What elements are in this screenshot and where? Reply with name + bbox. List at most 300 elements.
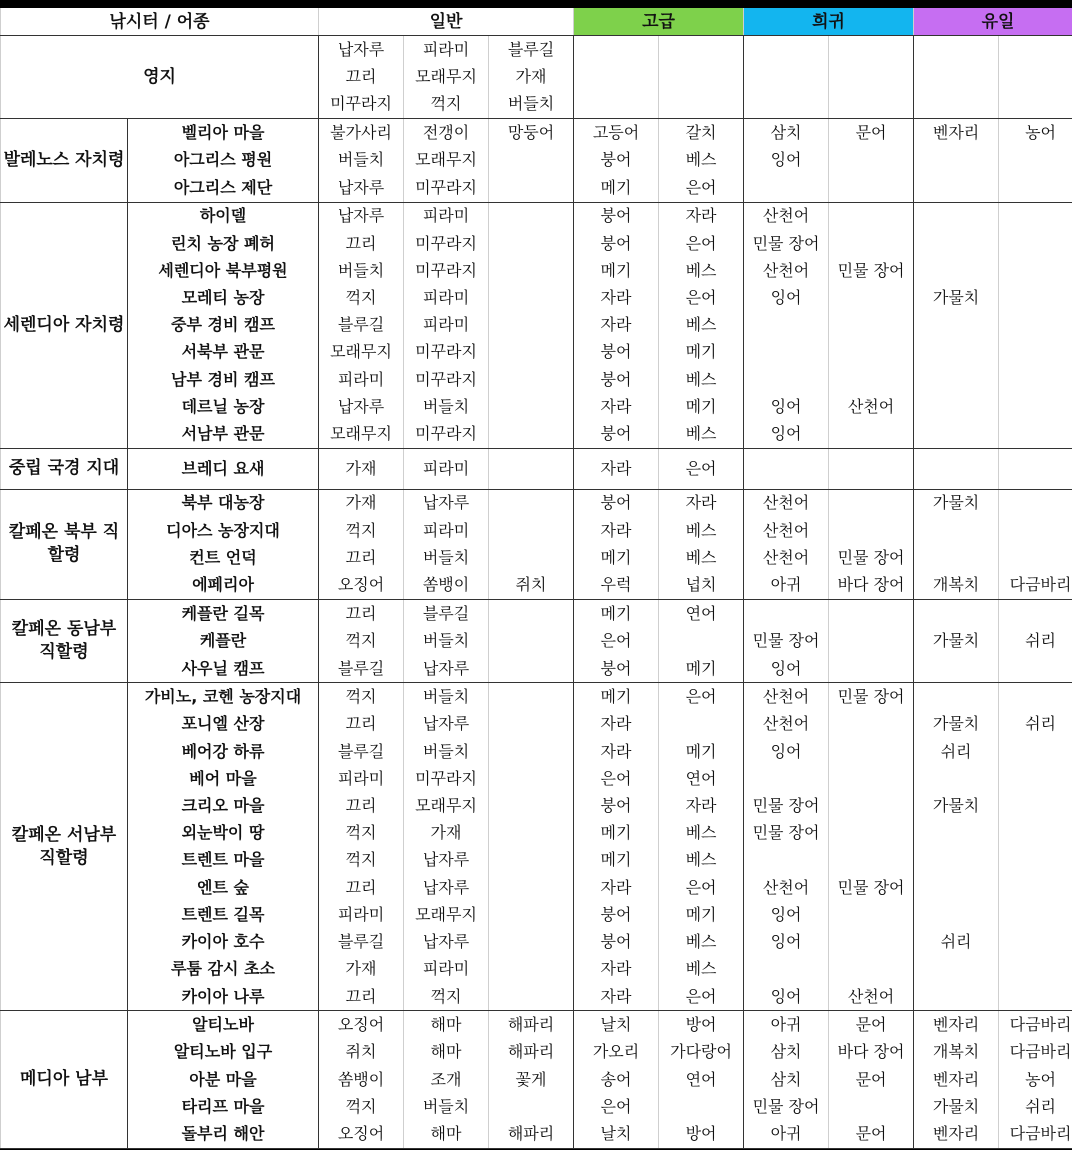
fish-cell: 개복치 [914,572,999,600]
fish-cell [914,36,999,64]
fish-cell [659,628,744,655]
fish-cell: 꺽지 [319,1093,404,1120]
fish-cell: 망둥어 [489,119,574,147]
fish-cell: 해마 [404,1039,489,1066]
fish-cell: 모래무지 [404,901,489,928]
fish-cell [829,765,914,792]
fish-cell: 납자루 [404,874,489,901]
location-name: 루툼 감시 초소 [128,956,319,983]
fish-cell [489,847,574,874]
fish-cell: 미꾸라지 [404,230,489,257]
header-location: 낚시터 / 어종 [1,8,319,36]
fish-cell: 베스 [659,147,744,174]
fish-cell [829,420,914,448]
fish-cell: 버들치 [319,257,404,284]
fish-cell: 베스 [659,544,744,571]
fish-cell: 납자루 [404,847,489,874]
fish-cell [829,489,914,517]
table-row [1,366,1072,393]
fish-cell [914,874,999,901]
fish-cell [999,655,1072,683]
fish-cell: 해마 [404,1120,489,1148]
fish-cell: 자라 [574,448,659,489]
fish-cell [914,312,999,339]
fish-cell [999,792,1072,819]
fish-cell [914,600,999,628]
fish-cell [829,339,914,366]
fish-cell: 모래무지 [319,339,404,366]
fish-cell [829,600,914,628]
fish-cell [914,393,999,420]
fish-cell: 산천어 [744,517,829,544]
fish-cell: 피라미 [319,901,404,928]
fish-cell: 꽃게 [489,1066,574,1093]
table-row [1,393,1072,420]
table-row [1,312,1072,339]
fish-cell: 쉬리 [999,711,1072,738]
location-name: 아그리스 제단 [128,174,319,202]
location-name: 알티노바 [128,1011,319,1039]
fish-cell [999,874,1072,901]
fish-cell: 블루길 [489,36,574,64]
fish-cell: 미꾸라지 [404,339,489,366]
fish-cell [489,792,574,819]
fish-cell: 꺽지 [319,517,404,544]
fish-cell [489,683,574,711]
fish-cell [489,983,574,1011]
fish-cell: 가재 [319,448,404,489]
table-row [1,765,1072,792]
fish-cell [489,628,574,655]
location-name: 카이아 호수 [128,928,319,955]
fish-cell: 붕어 [574,202,659,230]
region-name: 중립 국경 지대 [1,448,128,489]
fish-cell: 쉬리 [999,1093,1072,1120]
fish-cell: 문어 [829,1120,914,1148]
table-row [1,284,1072,311]
fish-cell: 송어 [574,1066,659,1093]
fish-cell: 블루길 [319,738,404,765]
fish-cell [829,901,914,928]
fish-cell: 메기 [659,339,744,366]
fish-cell [829,202,914,230]
fish-cell [999,600,1072,628]
table-row [1,928,1072,955]
location-name: 포니엘 산장 [128,711,319,738]
fish-cell [914,448,999,489]
fish-cell: 다금바리 [999,572,1072,600]
fish-cell: 자라 [659,202,744,230]
fish-cell: 버들치 [404,738,489,765]
location-name: 서남부 관문 [128,420,319,448]
fish-cell [999,901,1072,928]
fish-cell [999,738,1072,765]
fish-cell: 민물 장어 [829,544,914,571]
fish-cell [744,366,829,393]
fish-cell: 산천어 [744,489,829,517]
table-row [1,956,1072,983]
fish-cell: 잉어 [744,147,829,174]
table-row [1,711,1072,738]
table-row [1,600,1072,628]
location-name: 린치 농장 폐허 [128,230,319,257]
fish-cell: 꺽지 [404,983,489,1011]
fish-cell: 모래무지 [404,64,489,91]
fish-cell: 붕어 [574,901,659,928]
fish-cell: 꺽지 [404,91,489,119]
fish-cell: 베스 [659,257,744,284]
fish-cell [489,517,574,544]
fish-cell [489,874,574,901]
fish-cell: 모래무지 [404,147,489,174]
table-row [1,257,1072,284]
location-name: 베어 마을 [128,765,319,792]
fish-cell: 바다 장어 [829,1039,914,1066]
fish-cell: 아귀 [744,1120,829,1148]
fish-cell: 가재 [319,956,404,983]
fish-cell [999,928,1072,955]
fish-cell [489,600,574,628]
fish-cell [999,765,1072,792]
fish-cell: 끄리 [319,983,404,1011]
fish-cell: 베스 [659,956,744,983]
fish-cell [829,36,914,64]
fish-cell: 베스 [659,847,744,874]
fish-cell [999,339,1072,366]
table-row [1,738,1072,765]
fish-cell: 자라 [574,517,659,544]
fish-cell: 갈치 [659,119,744,147]
fish-cell [744,765,829,792]
table-row [1,1120,1072,1148]
fish-cell [999,956,1072,983]
fish-cell: 자라 [574,738,659,765]
fish-cell [489,147,574,174]
table-row [1,544,1072,571]
fish-cell [489,448,574,489]
fish-cell: 가물치 [914,489,999,517]
fish-cell: 쥐치 [489,572,574,600]
location-name: 타리프 마을 [128,1093,319,1120]
fish-cell: 피라미 [319,765,404,792]
location-name: 서북부 관문 [128,339,319,366]
fish-cell: 자라 [574,956,659,983]
table-body [1,36,1072,1149]
fish-cell: 자라 [574,874,659,901]
location-name: 가비노, 코헨 농장지대 [128,683,319,711]
fish-cell [829,91,914,119]
fish-cell: 삼치 [744,1066,829,1093]
fish-cell: 피라미 [404,448,489,489]
fish-cell [999,64,1072,91]
fish-cell [999,517,1072,544]
fish-cell [744,600,829,628]
table-row [1,572,1072,600]
table-row [1,339,1072,366]
fish-cell [829,366,914,393]
fish-cell: 민물 장어 [829,257,914,284]
fish-cell: 산천어 [744,544,829,571]
fish-cell [829,312,914,339]
fish-cell: 끄리 [319,874,404,901]
fish-cell: 꺽지 [319,820,404,847]
fish-cell: 가물치 [914,1093,999,1120]
fish-cell: 블루길 [319,928,404,955]
fish-cell: 피라미 [404,36,489,64]
fish-cell: 자라 [574,983,659,1011]
fish-cell: 고등어 [574,119,659,147]
fish-cell: 끄리 [319,544,404,571]
table-row [1,1066,1072,1093]
fish-cell: 메기 [659,655,744,683]
location-name: 아분 마을 [128,1066,319,1093]
fish-cell: 해파리 [489,1039,574,1066]
fish-cell: 가물치 [914,711,999,738]
fish-cell: 오징어 [319,1120,404,1148]
fish-cell [999,420,1072,448]
fish-cell [659,1093,744,1120]
location-name: 크리오 마을 [128,792,319,819]
fish-cell: 가다랑어 [659,1039,744,1066]
location-name: 케플란 [128,628,319,655]
location-name: 사우닐 캠프 [128,655,319,683]
fish-cell: 바다 장어 [829,572,914,600]
fish-cell: 버들치 [404,628,489,655]
fish-cell [829,928,914,955]
fish-cell: 우럭 [574,572,659,600]
fish-cell: 메기 [574,174,659,202]
fish-cell [914,174,999,202]
fish-cell [914,765,999,792]
fish-cell: 은어 [659,230,744,257]
fish-cell: 산천어 [829,393,914,420]
location-name: 데르닐 농장 [128,393,319,420]
fish-cell: 꺽지 [319,683,404,711]
table-row [1,792,1072,819]
fish-cell [829,792,914,819]
fish-cell [914,956,999,983]
fish-cell: 잉어 [744,655,829,683]
location-name: 아그리스 평원 [128,147,319,174]
fish-cell [829,448,914,489]
fish-cell: 개복치 [914,1039,999,1066]
fish-cell [489,393,574,420]
fish-cell: 문어 [829,119,914,147]
fish-cell: 미꾸라지 [404,765,489,792]
fish-cell [914,517,999,544]
fish-cell: 자라 [574,312,659,339]
fish-cell: 메기 [574,820,659,847]
location-name: 브레디 요새 [128,448,319,489]
fish-cell: 쉬리 [999,628,1072,655]
fish-cell: 농어 [999,1066,1072,1093]
fish-cell: 미꾸라지 [404,366,489,393]
region-name: 칼페온 북부 직할령 [1,489,128,599]
fish-cell [999,312,1072,339]
table-row [1,420,1072,448]
fish-cell [489,711,574,738]
fish-cell [489,284,574,311]
region-name: 칼페온 동남부 직할령 [1,600,128,683]
fish-cell: 가재 [319,489,404,517]
fish-cell: 베스 [659,366,744,393]
fish-cell: 벤자리 [914,119,999,147]
location-name: 카이아 나루 [128,983,319,1011]
fish-cell: 날치 [574,1011,659,1039]
fish-cell: 붕어 [574,339,659,366]
fish-cell: 자라 [659,489,744,517]
fish-cell: 벤자리 [914,1066,999,1093]
fish-cell: 은어 [659,983,744,1011]
location-name: 알티노바 입구 [128,1039,319,1066]
header-general: 일반 [319,8,574,36]
region-name: 메디아 남부 [1,1011,128,1149]
fish-cell: 다금바리 [999,1039,1072,1066]
location-name: 세렌디아 북부평원 [128,257,319,284]
fish-cell [914,544,999,571]
fish-cell [829,284,914,311]
fish-cell: 피라미 [404,956,489,983]
location-name: 중부 경비 캠프 [128,312,319,339]
fish-cell: 납자루 [319,202,404,230]
fish-cell: 자라 [574,711,659,738]
fish-cell [999,683,1072,711]
fish-cell [829,517,914,544]
fish-cell [659,64,744,91]
fish-cell [829,64,914,91]
fish-cell [829,738,914,765]
fish-cell [999,448,1072,489]
fish-cell [914,420,999,448]
location-name: 돌부리 해안 [128,1120,319,1148]
fish-cell: 모래무지 [404,792,489,819]
header-rare: 희귀 [744,8,914,36]
fish-cell [999,544,1072,571]
fish-cell: 삼치 [744,119,829,147]
fish-cell: 자라 [574,393,659,420]
fish-cell: 버들치 [404,683,489,711]
fish-cell: 연어 [659,600,744,628]
fish-cell: 가물치 [914,628,999,655]
fish-cell [489,174,574,202]
fish-cell: 잉어 [744,738,829,765]
table-row [1,874,1072,901]
table-row [1,1093,1072,1120]
fish-cell: 조개 [404,1066,489,1093]
fish-cell [489,366,574,393]
fish-cell: 가오리 [574,1039,659,1066]
fish-cell [489,928,574,955]
fish-cell: 미꾸라지 [404,420,489,448]
fish-cell: 붕어 [574,366,659,393]
fish-cell: 날치 [574,1120,659,1148]
fish-cell: 메기 [659,393,744,420]
fish-cell [914,147,999,174]
table-row [1,847,1072,874]
fish-cell [744,174,829,202]
header-row [1,8,1072,36]
fish-cell [999,489,1072,517]
fish-cell [489,956,574,983]
fish-cell [744,847,829,874]
fish-cell: 쉬리 [914,738,999,765]
fish-cell [999,257,1072,284]
fish-cell: 산천어 [744,257,829,284]
fish-cell [914,820,999,847]
fish-cell: 잉어 [744,393,829,420]
fish-cell: 납자루 [319,174,404,202]
fish-cell [829,820,914,847]
fish-cell: 다금바리 [999,1011,1072,1039]
fish-cell: 버들치 [404,1093,489,1120]
fish-cell: 민물 장어 [744,230,829,257]
fish-cell: 쉬리 [914,928,999,955]
location-name: 트렌트 길목 [128,901,319,928]
table-row [1,147,1072,174]
fish-cell: 잉어 [744,420,829,448]
fish-cell: 은어 [574,1093,659,1120]
location-name: 외눈박이 땅 [128,820,319,847]
location-name: 에페리아 [128,572,319,600]
fish-cell: 납자루 [404,489,489,517]
fish-cell [914,64,999,91]
fish-cell: 끄리 [319,792,404,819]
fish-cell: 붕어 [574,230,659,257]
fish-cell [999,366,1072,393]
location-name: 디아스 농장지대 [128,517,319,544]
fish-cell [489,312,574,339]
fish-cell: 벤자리 [914,1120,999,1148]
fish-cell [489,489,574,517]
fish-cell: 메기 [574,683,659,711]
fish-cell: 블루길 [319,655,404,683]
location-name: 케플란 길목 [128,600,319,628]
fish-cell [914,257,999,284]
table-row [1,655,1072,683]
location-name: 베어강 하류 [128,738,319,765]
fish-cell [574,64,659,91]
fish-cell [999,393,1072,420]
table-row [1,517,1072,544]
fish-cell [999,820,1072,847]
fish-cell: 붕어 [574,792,659,819]
fish-cell: 베스 [659,312,744,339]
fish-cell: 가물치 [914,792,999,819]
fish-cell [489,202,574,230]
fish-cell [489,820,574,847]
fish-cell: 끄리 [319,711,404,738]
fish-cell [574,36,659,64]
table-row [1,174,1072,202]
fish-cell [914,230,999,257]
region-name: 칼페온 서남부 직할령 [1,683,128,1011]
fish-cell [829,847,914,874]
fish-cell: 납자루 [319,36,404,64]
fish-cell: 은어 [574,765,659,792]
fish-cell [999,202,1072,230]
fish-cell [914,847,999,874]
table-row [1,1011,1072,1039]
fish-cell [744,448,829,489]
fish-cell: 쥐치 [319,1039,404,1066]
fish-cell: 끄리 [319,64,404,91]
fish-cell: 산천어 [829,983,914,1011]
table-row [1,628,1072,655]
fish-cell [744,312,829,339]
fish-cell: 은어 [659,874,744,901]
fish-cell: 문어 [829,1011,914,1039]
fish-cell: 은어 [659,174,744,202]
